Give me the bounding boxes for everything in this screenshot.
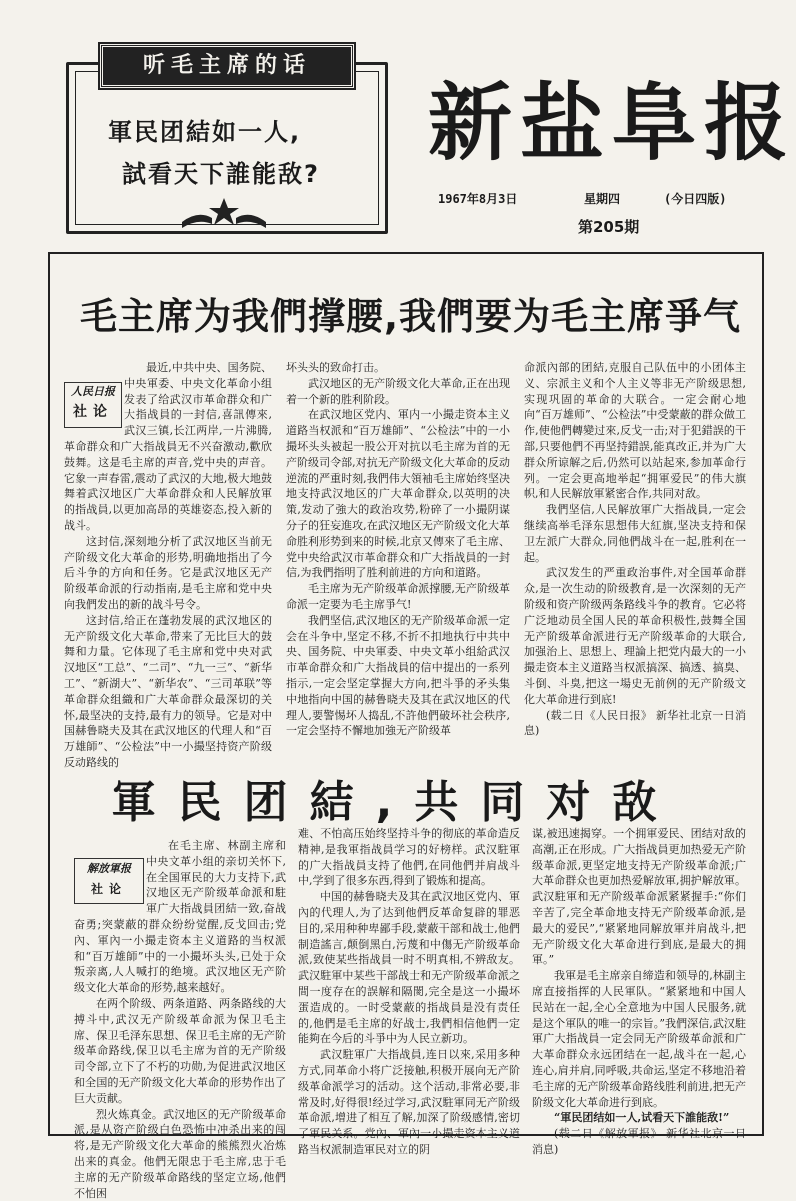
article1-column-2	[286, 360, 510, 750]
article2-badge-source: 解放軍报	[87, 862, 131, 875]
article1-badge-source: 人民日报	[71, 385, 115, 398]
article2-column-1	[74, 838, 286, 1200]
badge-spacer	[74, 838, 146, 908]
edition-note: (今日四版)	[664, 192, 727, 206]
article2-col1-para-3: 烈火炼真金。武汉地区的无产阶级革命派,是从资产阶级白色恐怖中冲杀出来的闯将,是无产阶级文化大革命的熊熊烈火冶炼出来的真金。他們无限忠于毛主席,忠于毛主席的无产阶级革命路线的坚定立场,他們不怕困	[74, 1107, 286, 1200]
article2-col3-para-3: “軍民团结如一人,试看天下誰能敌!”	[554, 1111, 730, 1125]
article2-col1-para-1: 在毛主席、林副主席和中央文革小组的亲切关怀下,在全国軍民的大力支持下,武汉地区无产阶级革命派和駐軍广大指战員团結一致,奋战奋勇;突蒙蔽的群众纷纷觉醒,反戈回击;党內、軍內一小撮走资本主义道路的当权派和“百万雄師”中的一小撮坏头头,已处于众叛亲离,人人喊打的绝境。武汉地区无产阶级文化大革命的形势,越来越好。	[74, 839, 286, 995]
issue-number: 第205期	[578, 218, 640, 236]
article1-col3-para-1: 命派內部的团結,克服自己队伍中的小团体主义、宗派主义和个人主义等非无产阶级思想,实现巩固的革命的大联合。一定会耐心地向“百万雄师”、“公检法”中受蒙蔽的群众做工作,使他們轉變过來,反戈一击;对于犯錯誤的干部,只要他們不再坚持錯誤,能真改正,并为广大群众所谅解之后,仍然可以站起來,参加革命行列。一定会更高地举起“拥軍爱民”的伟大旗帜,和人民解放軍紧密合作,共同对敌。	[524, 361, 746, 501]
quote-line-2: 試看天下誰能敌?	[122, 160, 320, 188]
article2-col2-para-2: 中国的赫鲁晓夫及其在武汉地区党内、軍內的代理人,为了达到他們反革命复辟的罪恶目的,采用种种卑鄙手段,蒙蔽干部和战士,他們制造謠言,颠倒黑白,污蔑和中傷无产阶级革命派,致使某些指战員一时不明真相,不辨敌友。武汉駐軍中某些干部战士和无产阶级革命派之間一度存在的誤解和隔閡,完全是这一小撮坏蛋造成的。一时受蒙蔽的指战員是没有责任的,他們是毛主席的好战士,我們相信他們一定能夠在今后的斗爭中为人民立新功。	[298, 890, 520, 1046]
badge-spacer	[64, 360, 124, 428]
article1-col3-para-3: 武汉发生的严重政治事件,对全国革命群众,是一次生动的阶级教育,是一次深刻的无产阶级和资产阶级两条路线斗争的教育。它必将广泛地动员全国人民的革命积极性,鼓舞全国无产阶级革命派进行无产阶级革命的大联合,加强治上、思想上、理論上把党内最大的一小撮走资本主义道路当权派搞深、搞透、搞臭、斗倒、斗臭,把这一場史无前例的无产阶级文化大革命进行到底!	[524, 566, 746, 706]
article2-col3-para-2: 我軍是毛主席亲自缔造和领导的,林副主席直接指挥的人民軍队。“紧紧地和中国人民站在一起,全心全意地为中国人民服务,就是这个軍队的唯一的宗旨。”我們深信,武汉駐軍广大指战員一定会同无产阶级革命派和广大革命群众永远团结在一起,战斗在一起,心连心,肩并肩,同呼吸,共命运,坚定不移地沿着毛主席的无产阶级革命路线胜利前进,把无产阶级文化大革命进行到底。	[532, 969, 746, 1109]
article2-column-2	[298, 826, 520, 1156]
publication-date: 1967年8月3日	[438, 192, 518, 206]
quote-box-header: 听毛主席的话	[100, 44, 354, 88]
article2-col3-para-1: 谋,被迅速揭穿。一个拥軍爱民、团结对敌的高潮,正在形成。广大指战員更加热爱无产阶级革命派,更坚定地支持无产阶级革命派;广大革命群众也更加热爱解放軍,拥护解放軍。武汉駐軍和无产阶级革命派紧紧握手:“你们辛苦了,完全革命地支持无产阶级革命派,是最大的爱民”,“紧紧地同解放軍并肩战斗,把无产阶级文化大革命进行到底,是最大的拥軍。”	[532, 827, 746, 967]
article1-col1-para-2: 这封信,深刻地分析了武汉地区当前无产阶级文化大革命的形势,明确地指出了今后斗争的方向和任务。它是武汉地区无产阶级革命派的行动指南,是毛主席和党中央向我們发出的新的战斗号令。	[64, 534, 272, 611]
article1-column-3	[524, 360, 746, 750]
article1-column-1	[64, 360, 272, 769]
publication-weekday: 星期四	[584, 192, 621, 206]
article1-col1-para-3: 这封信,给正在蓬勃发展的武汉地区的无产阶级文化大革命,带来了无比巨大的鼓舞和力量。它体现了毛主席和党中央对武汉地区“工总”、“二司”、“九一三”、“新华工”、“新湖大”、“新华农”、“三司革联”等革命群众组織和广大革命群众最深切的关怀,最坚决的支持,最有力的领导。它是对中国赫鲁晓夫及其在武汉地区的代理人和“百万雄師”、“公检法”中一小撮坚持资产阶级反动路线的	[64, 613, 272, 769]
article1-col3-para-4: (载二日《人民日报》 新华社北京一日消息)	[524, 708, 746, 738]
article1-badge-label: 社论	[73, 404, 113, 420]
article2-column-3	[532, 826, 746, 1156]
article1-col2-para-3: 在武汉地区党内、軍内一小撮走资本主义道路当权派和“百万雄師”、“公检法”中的一小撮坏头头被起一股公开对抗以毛主席为首的无产阶级司令部,对抗无产阶级文化大革命的反动逆流的严重时刻,我們伟大領袖毛主席始终坚决地支持武汉地区的广大革命群众,以英明的决策,发动了強大的政治攻势,粉碎了一小撮阴谋分子的狂妄進攻,在武汉地区无产阶级文化大革命胜利形势到来的时候,北京又傳來了毛主席、党中央给武汉市革命群众和广大指战員的一封信,为我們指明了胜利前进的方向和道路。	[286, 408, 510, 580]
star-flag-ornament-icon	[178, 196, 270, 230]
article1-col3-para-2: 我們坚信,人民解放軍广大指战員,一定会继续高举毛泽东思想伟大紅旗,坚决支持和保卫左派广大群众,同他們战斗在一起,胜利在一起。	[524, 503, 746, 564]
article2-badge-label: 社论	[90, 882, 127, 896]
article2-col2-para-3: 武汉駐軍广大指战員,连日以來,采用多种方式,同革命小将广泛接触,积极开展向无产阶级革命派学习的活动。这个活动,非常必要,非常及时,好得很!经过学习,武汉駐軍同无产阶级革命派,增进了相互了解,加深了阶级感情,密切了軍民关系。党內、軍內一小撮走资本主义道路当权派制造軍民对立的阴	[298, 1048, 520, 1156]
quote-line-1: 軍民团結如一人,	[108, 118, 302, 146]
article2-headline: 軍民团結,共同对敌	[111, 777, 679, 828]
article2-col1-para-2: 在两个阶级、两条道路、两条路线的大搏斗中,武汉无产阶级革命派为保卫毛主席、保卫毛泽东思想、保卫毛主席的无产阶级革命路线,保卫以毛主席为首的无产阶级司令部,立下了不朽的功勋,为促进武汉地区和全国的无产阶级文化大革命的形势作出了巨大贡献。	[74, 996, 286, 1105]
article1-col1-para-1: 最近,中共中央、国务院、中央軍委、中央文化革命小组发表了给武汉市革命群众和广大指战員的一封信,喜訊傳來,武汉三镇,长江两岸,一片沸腾,革命群众和广大指战員无不兴奋激动,歡欣鼓舞。这是毛主席的声音,党中央的声音。它象一声春雷,震动了武汉的大地,极大地鼓舞着武汉地区广大革命群众和人民解放軍的指战員,以更加高昂的英雄姿态,投入新的战斗。	[64, 361, 272, 532]
article2-col2-para-1: 难、不怕高压始终坚持斗争的彻底的革命造反精神,是我軍指战員学习的好榜样。武汉駐軍的广大指战員支持了他們,在同他們并肩战斗中,学到了很多东西,得到了锻炼和提高。	[298, 827, 520, 888]
article1-col2-para-2: 武汉地区的无产阶级文化大革命,正在出现着一个新的胜利阶段。	[286, 376, 510, 406]
article1-headline: 毛主席为我們撑腰,我們要为毛主席爭气	[80, 295, 742, 338]
article1-col2-para-5: 我們坚信,武汉地区的无产阶级革命派一定会在斗争中,坚定不移,不折不扣地执行中共中央、国务院、中央軍委、中央文革小组給武汉市革命群众和广大指战員的信中提出的一系列指示,一定会坚定掌握大方向,把斗爭的矛头集中地指向中国的赫鲁晓夫及其在武汉地区的代理人,要警惕坏人捣乱,不許他們破坏社会秩序,一定会坚持不懈地加強无产阶级革	[286, 613, 510, 738]
article1-col2-para-4: 毛主席为无产阶级革命派撑腰,无产阶级革命派一定要为毛主席爭气!	[286, 582, 510, 611]
article1-col2-para-1: 坏头头的致命打击。	[286, 361, 385, 374]
article2-col3-para-4: (载二日《解放軍报》 新华社北京一日消息)	[532, 1127, 746, 1156]
newspaper-title: 新盐阜报	[428, 74, 796, 172]
